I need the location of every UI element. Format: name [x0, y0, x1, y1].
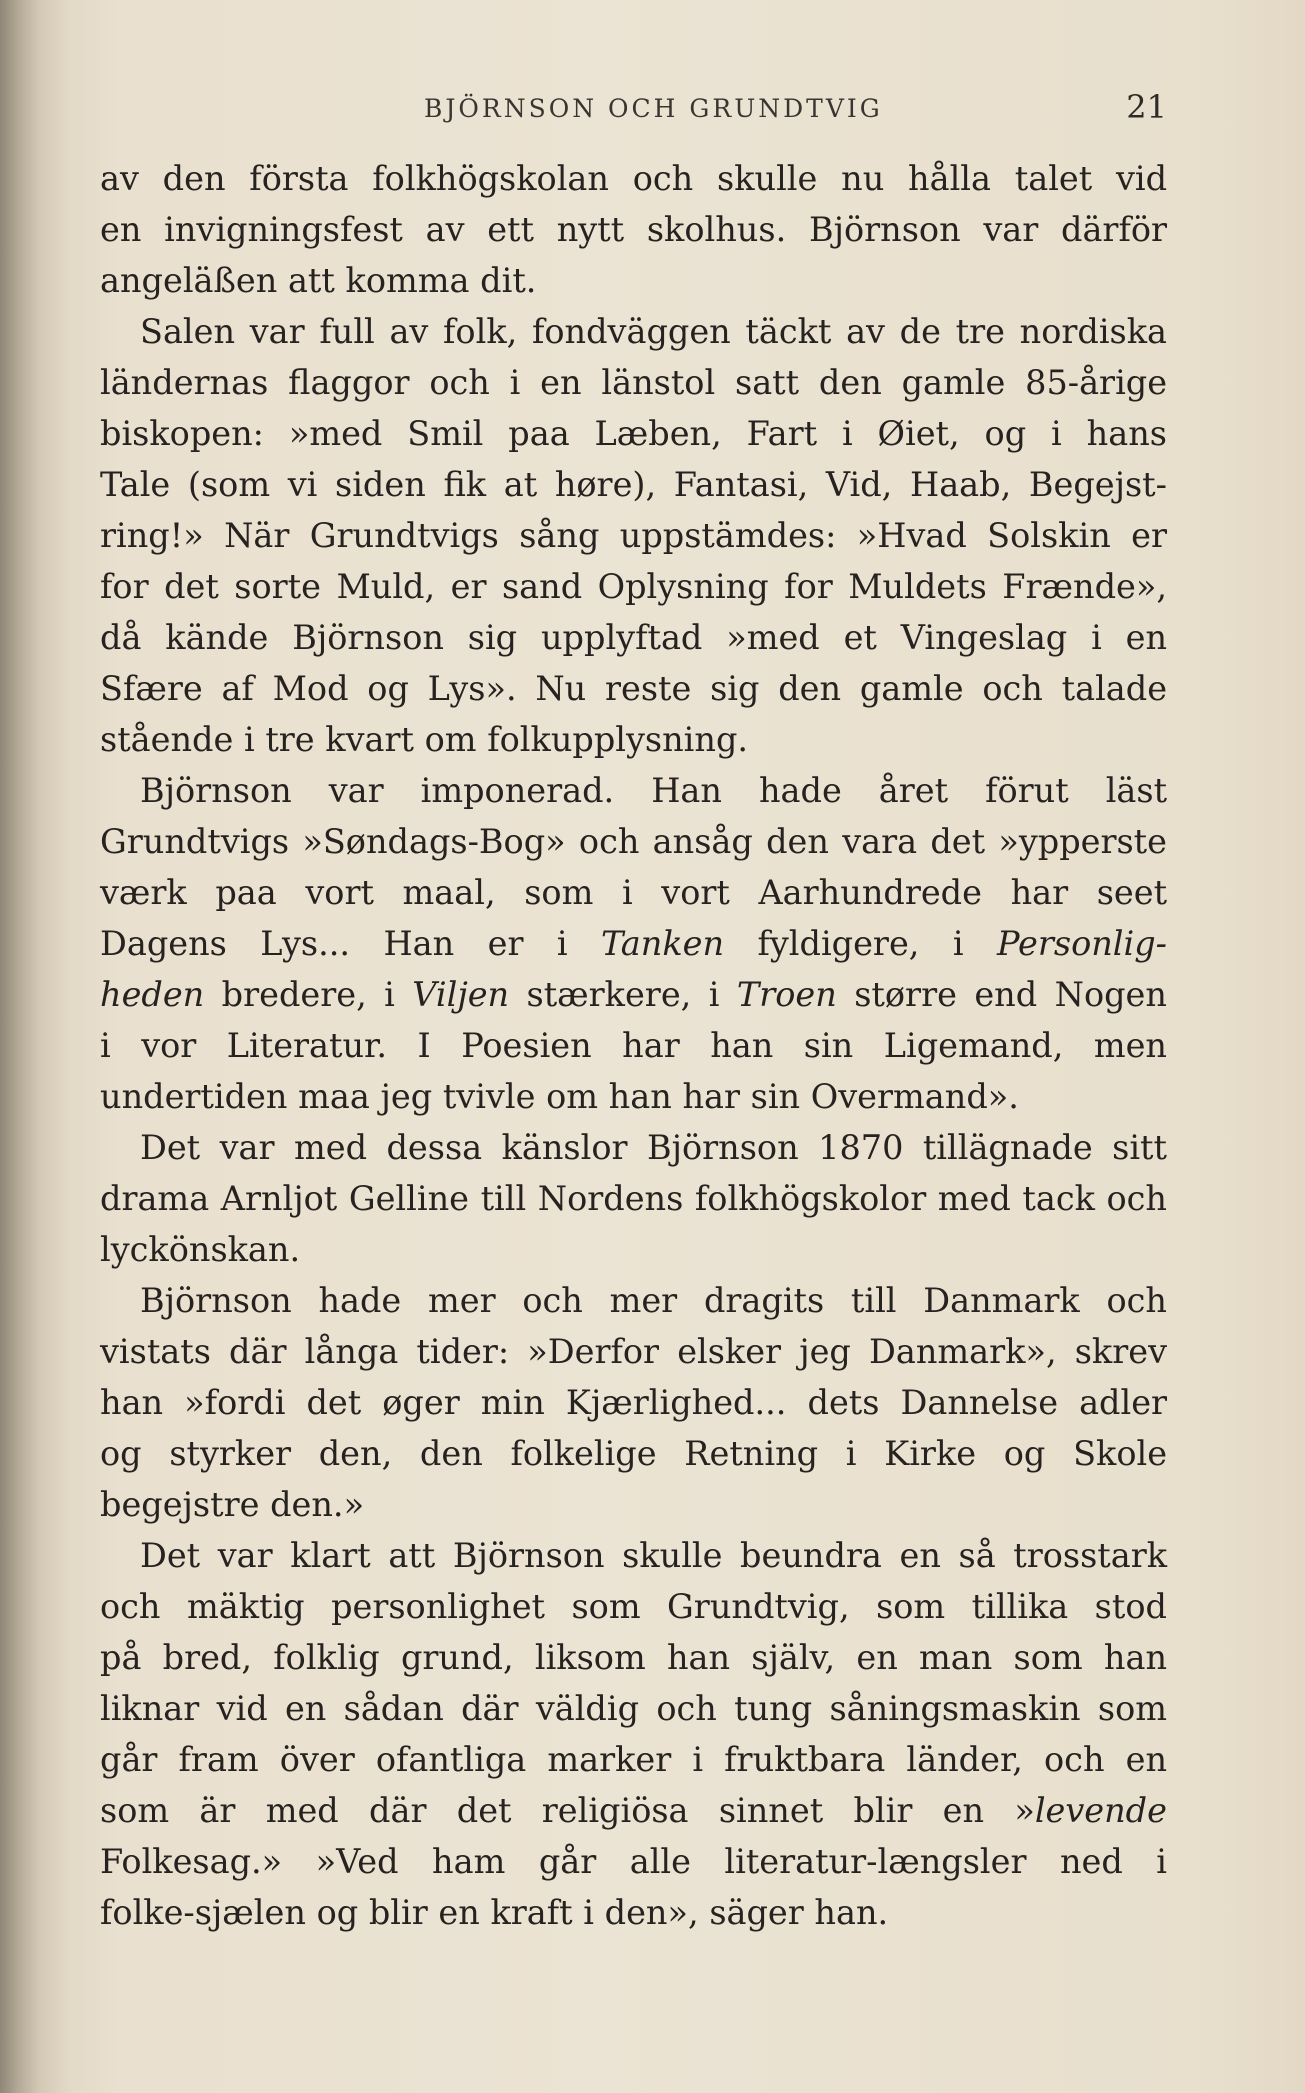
text-line: Det var klart att Björnson skulle beundra en så trosstark	[140, 1536, 1168, 1575]
body-text	[100, 153, 1167, 1938]
text-line: Grundtvigs »Søndags-Bog» och ansåg den vara det »ypperste	[100, 822, 1167, 861]
text-line: Sfære af Mod og Lys». Nu reste sig den gamle och talade	[100, 669, 1168, 708]
text-line: drama Arnljot Gelline till Nordens folkhögskolor med tack och	[100, 1179, 1167, 1218]
text-line: Folkesag.» »Ved ham går alle literatur-længsler ned i	[100, 1842, 1167, 1881]
text-line: han »fordi det øger min Kjærlighed... dets Dannelse adler	[100, 1383, 1168, 1422]
text-line: på bred, folklig grund, liksom han själv, en man som han	[100, 1638, 1168, 1677]
text-line: Björnson var imponerad. Han hade året förut läst	[140, 771, 1168, 810]
text-line: vistats där långa tider: »Derfor elsker jeg Danmark», skrev	[100, 1332, 1167, 1371]
text-line: av den första folkhögskolan och skulle nu hålla talet vid	[100, 159, 1168, 198]
text-line: stående i tre kvart om folkupplysning.	[100, 720, 749, 759]
text-line: en invigningsfest av ett nytt skolhus. Björnson var därför	[100, 210, 1168, 249]
text-line: Dagens Lys... Han er i Tanken fyldigere, i Personlig-	[100, 924, 1168, 963]
text-line: som är med där det religiösa sinnet blir en »levende	[100, 1791, 1167, 1830]
text-line: Salen var full av folk, fondväggen täckt av de tre nordiska	[140, 312, 1168, 351]
text-line: går fram över ofantliga marker i fruktbara länder, och en	[100, 1740, 1168, 1779]
text-line: då kände Björnson sig upplyftad »med et Vingeslag i en	[100, 618, 1168, 657]
text-line: ländernas flaggor och i en länstol satt den gamle 85-årige	[100, 363, 1168, 402]
text-line: angeläßen att komma dit.	[100, 261, 537, 300]
text-line: Björnson hade mer och mer dragits till Danmark och	[140, 1281, 1167, 1320]
text-line: i vor Literatur. I Poesien har han sin Ligemand, men	[100, 1026, 1168, 1065]
text-line: Det var med dessa känslor Björnson 1870 tillägnade sitt	[140, 1128, 1167, 1167]
text-line: værk paa vort maal, som i vort Aarhundrede har seet	[100, 873, 1168, 912]
text-line: Tale (som vi siden fik at høre), Fantasi, Vid, Haab, Begejst-	[100, 465, 1167, 504]
text-line: och mäktig personlighet som Grundtvig, som tillika stod	[100, 1587, 1167, 1626]
text-line: folke-sjælen og blir en kraft i den», säger han.	[100, 1893, 889, 1932]
text-line: begejstre den.»	[100, 1485, 365, 1524]
text-line: og styrker den, den folkelige Retning i Kirke og Skole	[100, 1434, 1168, 1473]
text-line: undertiden maa jeg tvivle om han har sin Overmand».	[100, 1077, 1019, 1116]
text-line: ring!» När Grundtvigs sång uppstämdes: »Hvad Solskin er	[100, 516, 1167, 555]
text-line: biskopen: »med Smil paa Læben, Fart i Øiet, og i hans	[100, 414, 1167, 453]
page-header	[100, 88, 1167, 128]
text-line: heden bredere, i Viljen stærkere, i Troen større end Nogen	[100, 975, 1167, 1014]
page-number: 21	[1126, 88, 1167, 126]
text-line: lyckönskan.	[100, 1230, 301, 1269]
text-line: for det sorte Muld, er sand Oplysning for Muldets Frænde»,	[100, 567, 1167, 606]
text-line: liknar vid en sådan där väldig och tung såningsmaskin som	[100, 1689, 1168, 1728]
running-title: BJÖRNSON OCH GRUNDTVIG	[424, 94, 883, 123]
